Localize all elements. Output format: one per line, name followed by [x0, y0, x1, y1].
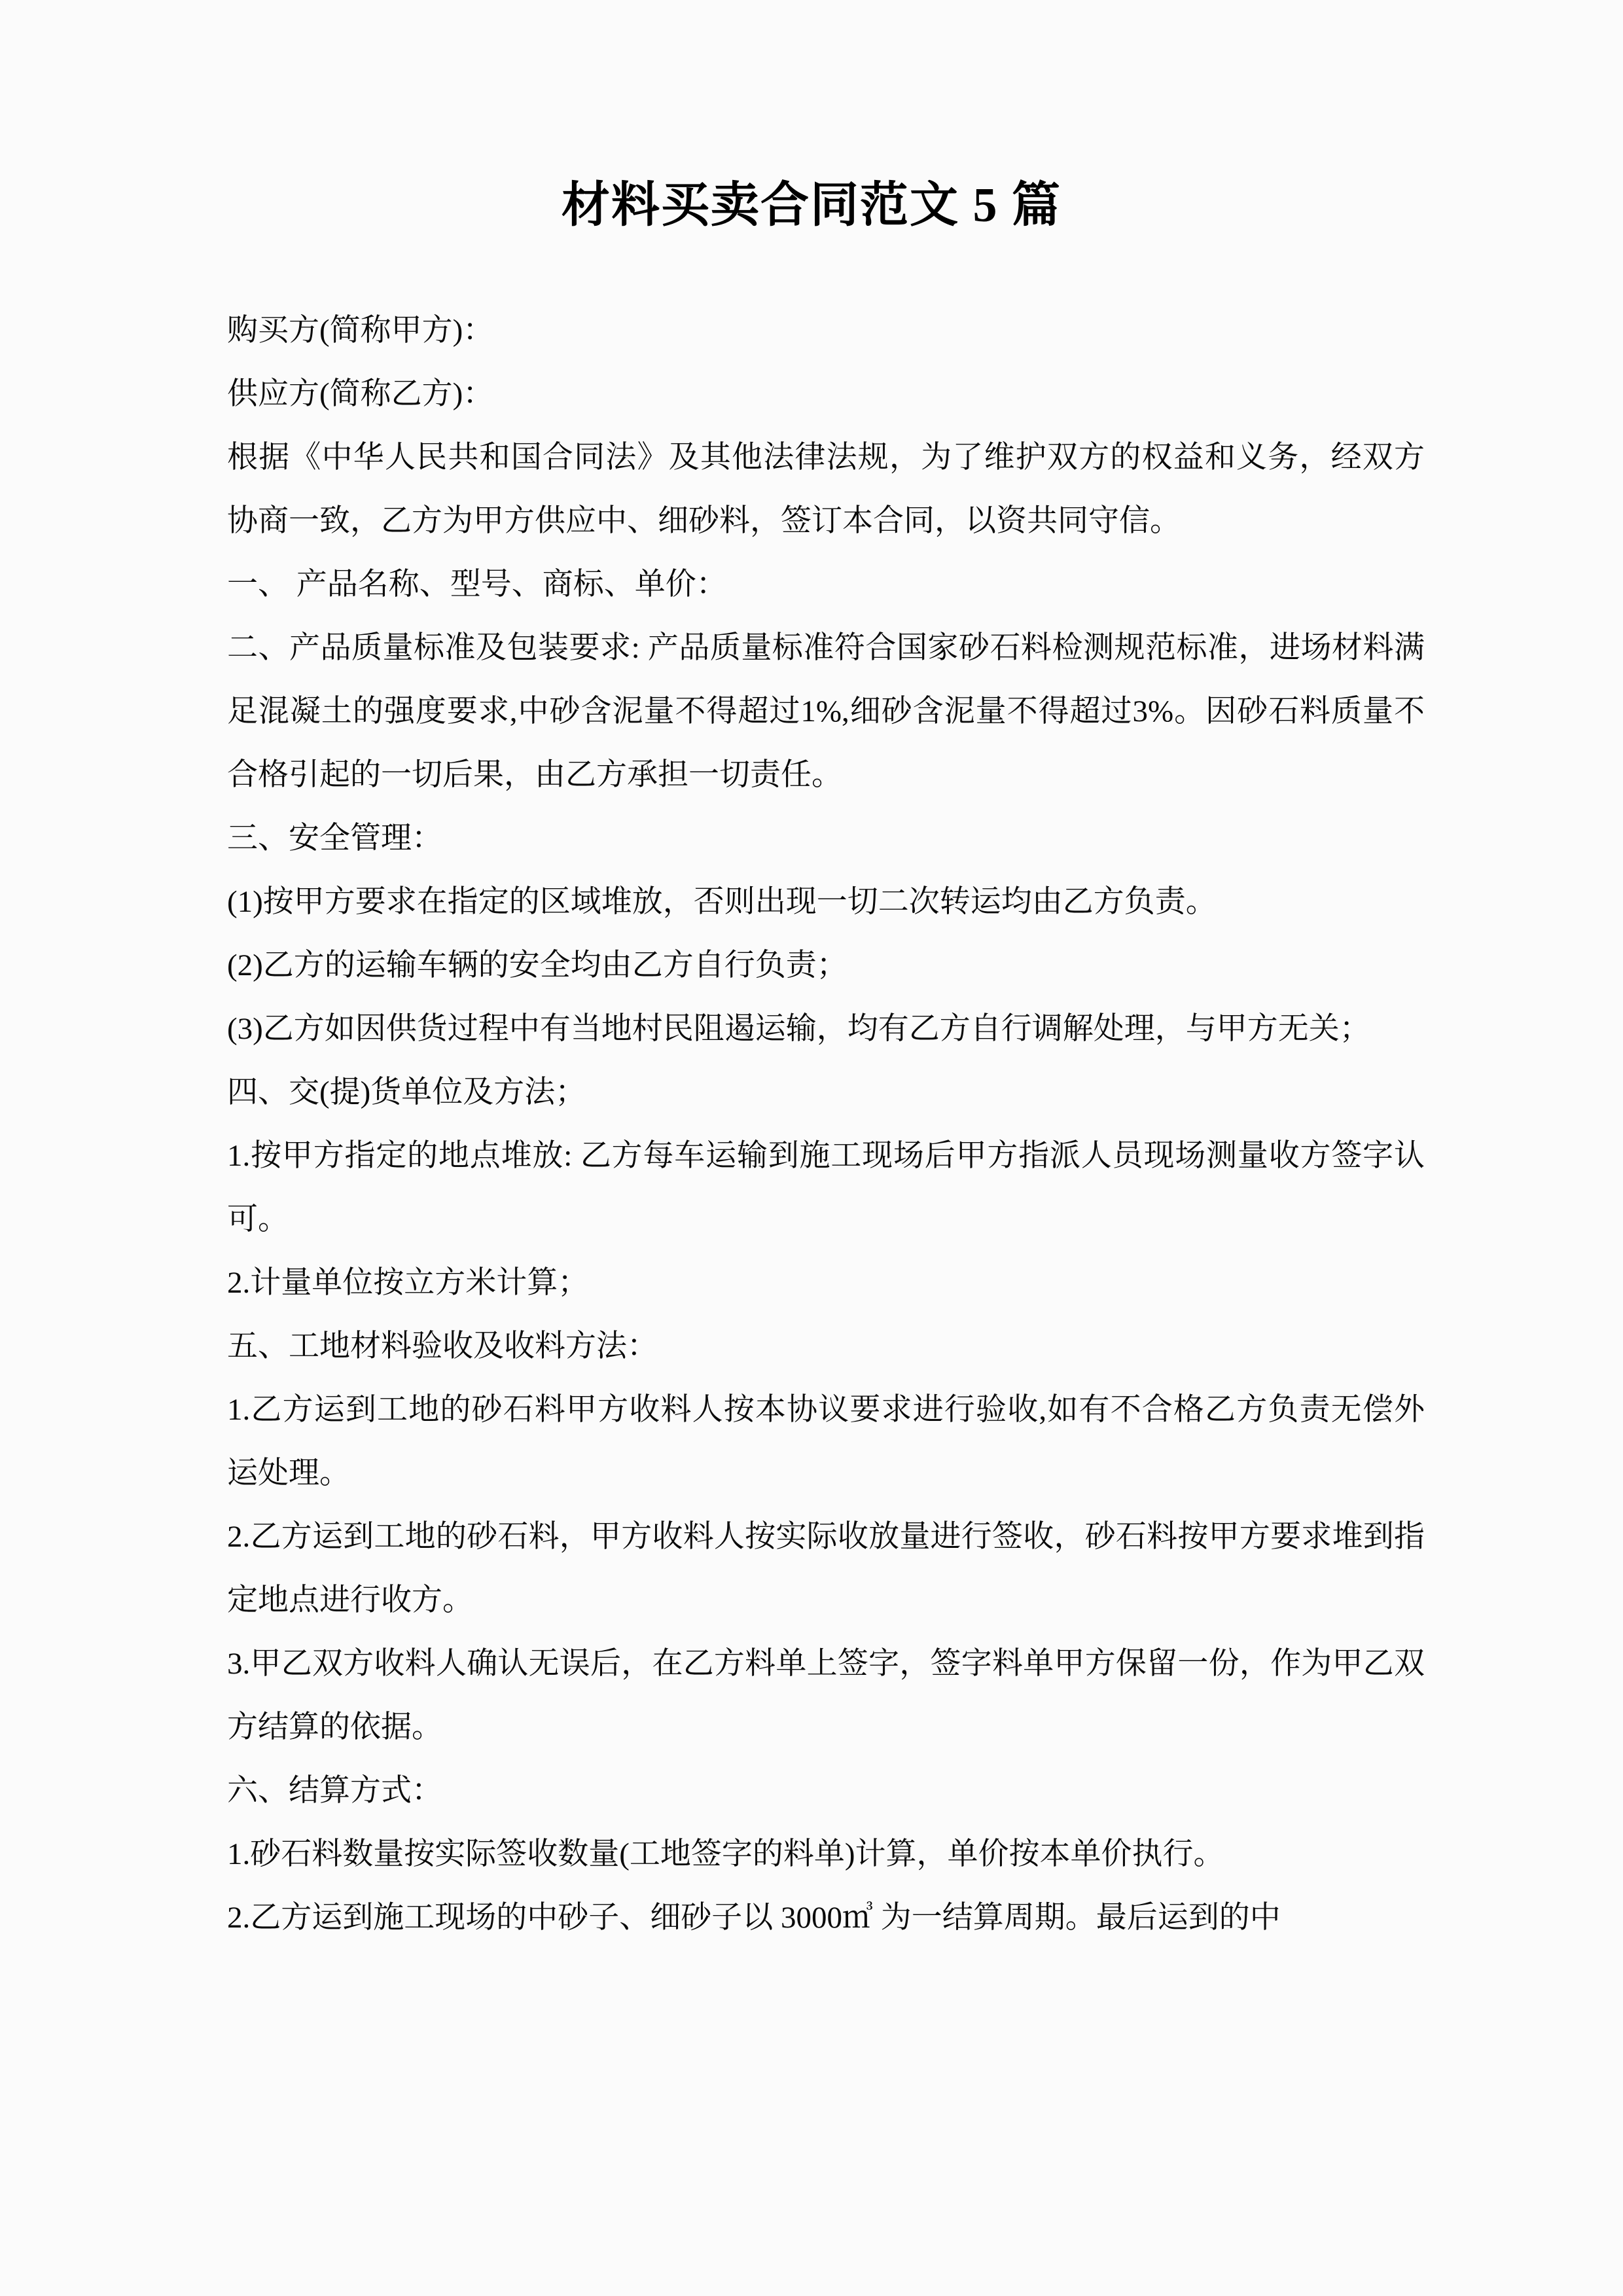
paragraph-supplier-party: 供应方(简称乙方)：	[227, 376, 494, 411]
section-five-acceptance-heading: 五、工地材料验收及收料方法：	[227, 1329, 658, 1363]
document-body	[0, 236, 1623, 1950]
paragraph-buyer-party: 购买方(简称甲方)：	[227, 313, 494, 348]
delivery-item-2: 2.计量单位按立方米计算；	[227, 1265, 589, 1300]
settlement-item-2: 2.乙方运到施工现场的中砂子、细砂子以 3000㎥ 为一结算周期。最后运到的中	[227, 1900, 1281, 1935]
paragraph-legal-basis: 根据《中华人民共和国合同法》及其他法律法规，为了维护双方的权益和义务，经双方协商一致，乙方为甲方供应中、细砂料，签订本合同，以资共同守信。	[227, 440, 1425, 538]
safety-item-2: (2)乙方的运输车辆的安全均由乙方自行负责；	[227, 948, 847, 982]
safety-item-1: (1)按甲方要求在指定的区域堆放，否则出现一切二次转运均由乙方负责。	[227, 884, 1217, 919]
acceptance-item-3: 3.甲乙双方收料人确认无误后，在乙方料单上签字，签字料单甲方保留一份，作为甲乙双方结算的依据。	[227, 1646, 1425, 1744]
delivery-item-1: 1.按甲方指定的地点堆放: 乙方每车运输到施工现场后甲方指派人员现场测量收方签字认可。	[227, 1138, 1425, 1236]
safety-item-3: (3)乙方如因供货过程中有当地村民阻遏运输，均有乙方自行调解处理，与甲方无关；	[227, 1011, 1370, 1046]
section-one-product-info: 一、 产品名称、型号、商标、单价：	[227, 567, 727, 601]
acceptance-item-1: 1.乙方运到工地的砂石料甲方收料人按本协议要求进行验收,如有不合格乙方负责无偿外运处理。	[227, 1392, 1425, 1490]
settlement-item-1: 1.砂石料数量按实际签收数量(工地签字的料单)计算，单价按本单价执行。	[227, 1837, 1224, 1871]
section-two-quality-standard: 二、产品质量标准及包装要求: 产品质量标准符合国家砂石料检测规范标准，进场材料满足混凝土的强度要求,中砂含泥量不得超过1%,细砂含泥量不得超过3%。因砂石料质量不合格引起的一切后果，由乙方承担一切责任。	[227, 630, 1425, 792]
section-three-safety-heading: 三、安全管理：	[227, 821, 442, 855]
section-four-delivery-heading: 四、交(提)货单位及方法；	[227, 1075, 586, 1109]
section-six-settlement-heading: 六、结算方式：	[227, 1773, 442, 1808]
acceptance-item-2: 2.乙方运到工地的砂石料，甲方收料人按实际收放量进行签收，砂石料按甲方要求堆到指定地点进行收方。	[227, 1519, 1425, 1617]
page-title: 材料买卖合同范文 5 篇	[562, 179, 1061, 232]
